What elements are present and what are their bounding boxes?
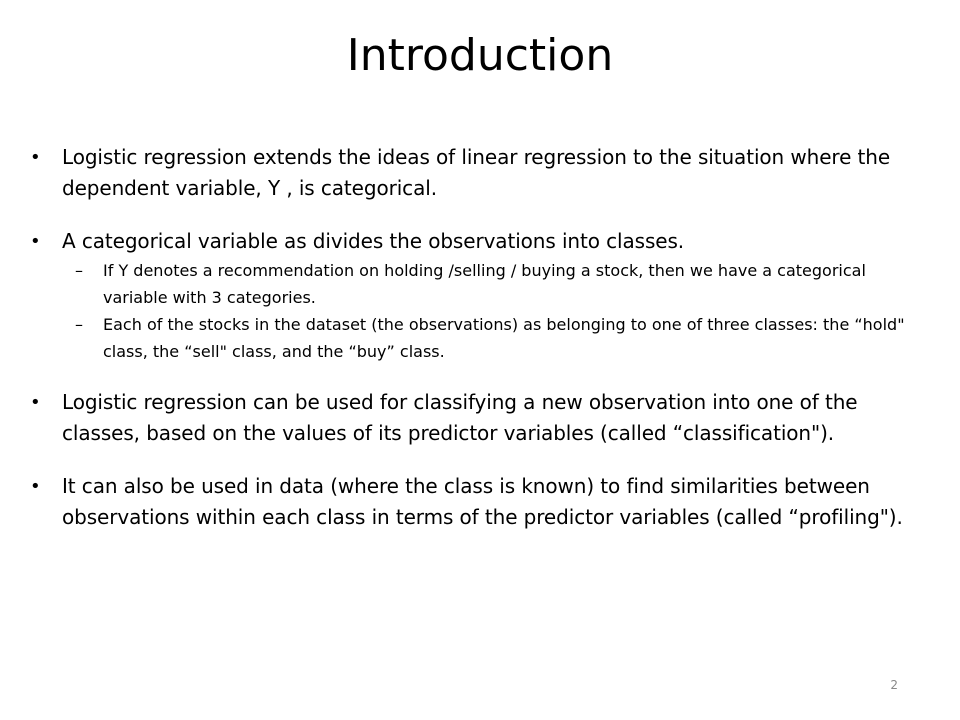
sub-bullet-item [30, 257, 930, 311]
bullet-text: It can also be used in data (where the class is known) to find similarities between observations within each class in terms of the predictor variables (called “profiling"). [62, 474, 903, 529]
bullet-item [30, 387, 930, 449]
dash-icon: – [75, 261, 83, 280]
bullet-dot-icon: • [30, 392, 41, 413]
bullet-item [30, 142, 930, 204]
dash-icon: – [75, 315, 83, 334]
slide-title: Introduction [346, 30, 614, 81]
bullet-item [30, 226, 930, 257]
bullet-dot-icon: • [30, 231, 41, 252]
bullet-list [30, 142, 930, 533]
bullet-dot-icon: • [30, 147, 41, 168]
bullet-text: Logistic regression can be used for classifying a new observation into one of the classes, based on the values of its predictor variables (called “classification"). [62, 390, 858, 445]
bullet-dot-icon: • [30, 476, 41, 497]
sub-bullet-text: If Y denotes a recommendation on holding /selling / buying a stock, then we have a categorical variable with 3 categories. [103, 261, 866, 307]
sub-bullet-text: Each of the stocks in the dataset (the observations) as belonging to one of three classes: the “hold" class, the “sell" class, and the “buy” class. [103, 315, 905, 361]
bullet-text: A categorical variable as divides the observations into classes. [62, 229, 685, 253]
bullet-item [30, 471, 930, 533]
page-number: 2 [890, 678, 898, 692]
bullet-text: Logistic regression extends the ideas of linear regression to the situation where the dependent variable, Y , is categorical. [62, 145, 891, 200]
sub-bullet-item [30, 311, 930, 365]
sub-bullet-list [30, 257, 930, 365]
